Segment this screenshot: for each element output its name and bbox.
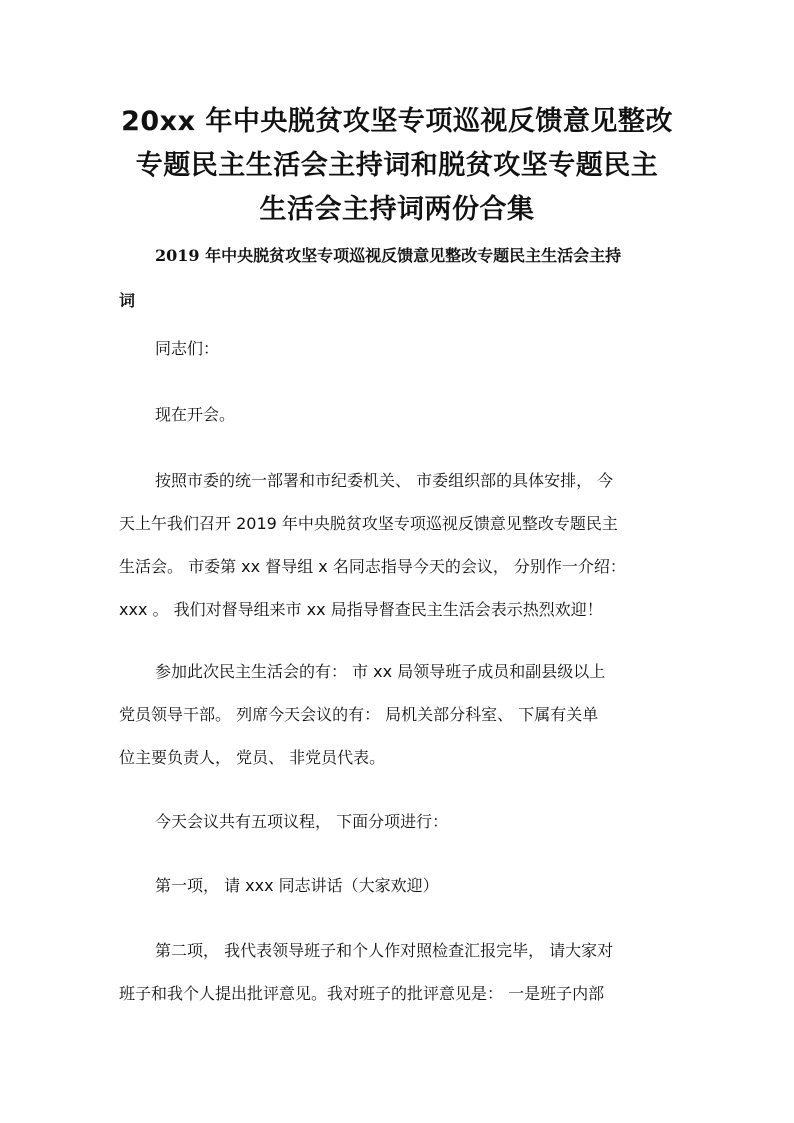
paragraph-line: 今天会议共有五项议程， 下面分项进行：	[155, 812, 449, 831]
section-heading	[119, 233, 689, 323]
title-line: 生活会主持词两份合集	[259, 194, 535, 225]
paragraph-greeting	[119, 327, 689, 370]
title-line: 专题民主生活会主持词和脱贫攻坚专题民主	[135, 150, 659, 181]
paragraph-arrangement	[119, 459, 689, 631]
document-title	[100, 100, 694, 232]
paragraph-line: 第二项， 我代表领导班子和个人作对照检查汇报完毕， 请大家对	[155, 941, 614, 960]
paragraph-line: 天上午我们召开 2019 年中央脱贫攻坚专项巡视反馈意见整改专题民主	[119, 514, 618, 533]
paragraph-attendees	[119, 650, 689, 779]
paragraph-line: xxx 。 我们对督导组来市 xx 局指导督查民主生活会表示热烈欢迎！	[119, 600, 603, 619]
section-heading-line: 2019 年中央脱贫攻坚专项巡视反馈意见整改专题民主生活会主持	[155, 246, 622, 265]
paragraph-line: 参加此次民主生活会的有： 市 xx 局领导班子成员和副县级以上	[155, 662, 606, 681]
title-line: 20xx 年中央脱贫攻坚专项巡视反馈意见整改	[121, 106, 673, 137]
paragraph-line: 按照市委的统一部署和市纪委机关、 市委组织部的具体安排， 今	[155, 471, 614, 490]
paragraph-line: 同志们：	[155, 339, 220, 358]
paragraph-line: 位主要负责人， 党员、 非党员代表。	[119, 748, 386, 767]
paragraph-item-1	[119, 864, 689, 907]
paragraph-line: 党员领导干部。 列席今天会议的有： 局机关部分科室、 下属有关单	[119, 705, 599, 724]
paragraph-line: 班子和我个人提出批评意见。我对班子的批评意见是： 一是班子内部	[119, 984, 605, 1003]
paragraph-opening	[119, 393, 689, 436]
section-heading-line: 词	[119, 291, 136, 310]
paragraph-line: 第一项， 请 xxx 同志讲话（大家欢迎）	[155, 876, 439, 895]
paragraph-item-2	[119, 929, 689, 1015]
paragraph-agenda	[119, 800, 689, 843]
paragraph-line: 生活会。 市委第 xx 督导组 x 名同志指导今天的会议， 分别作一介绍：	[119, 557, 626, 576]
paragraph-line: 现在开会。	[155, 405, 236, 424]
